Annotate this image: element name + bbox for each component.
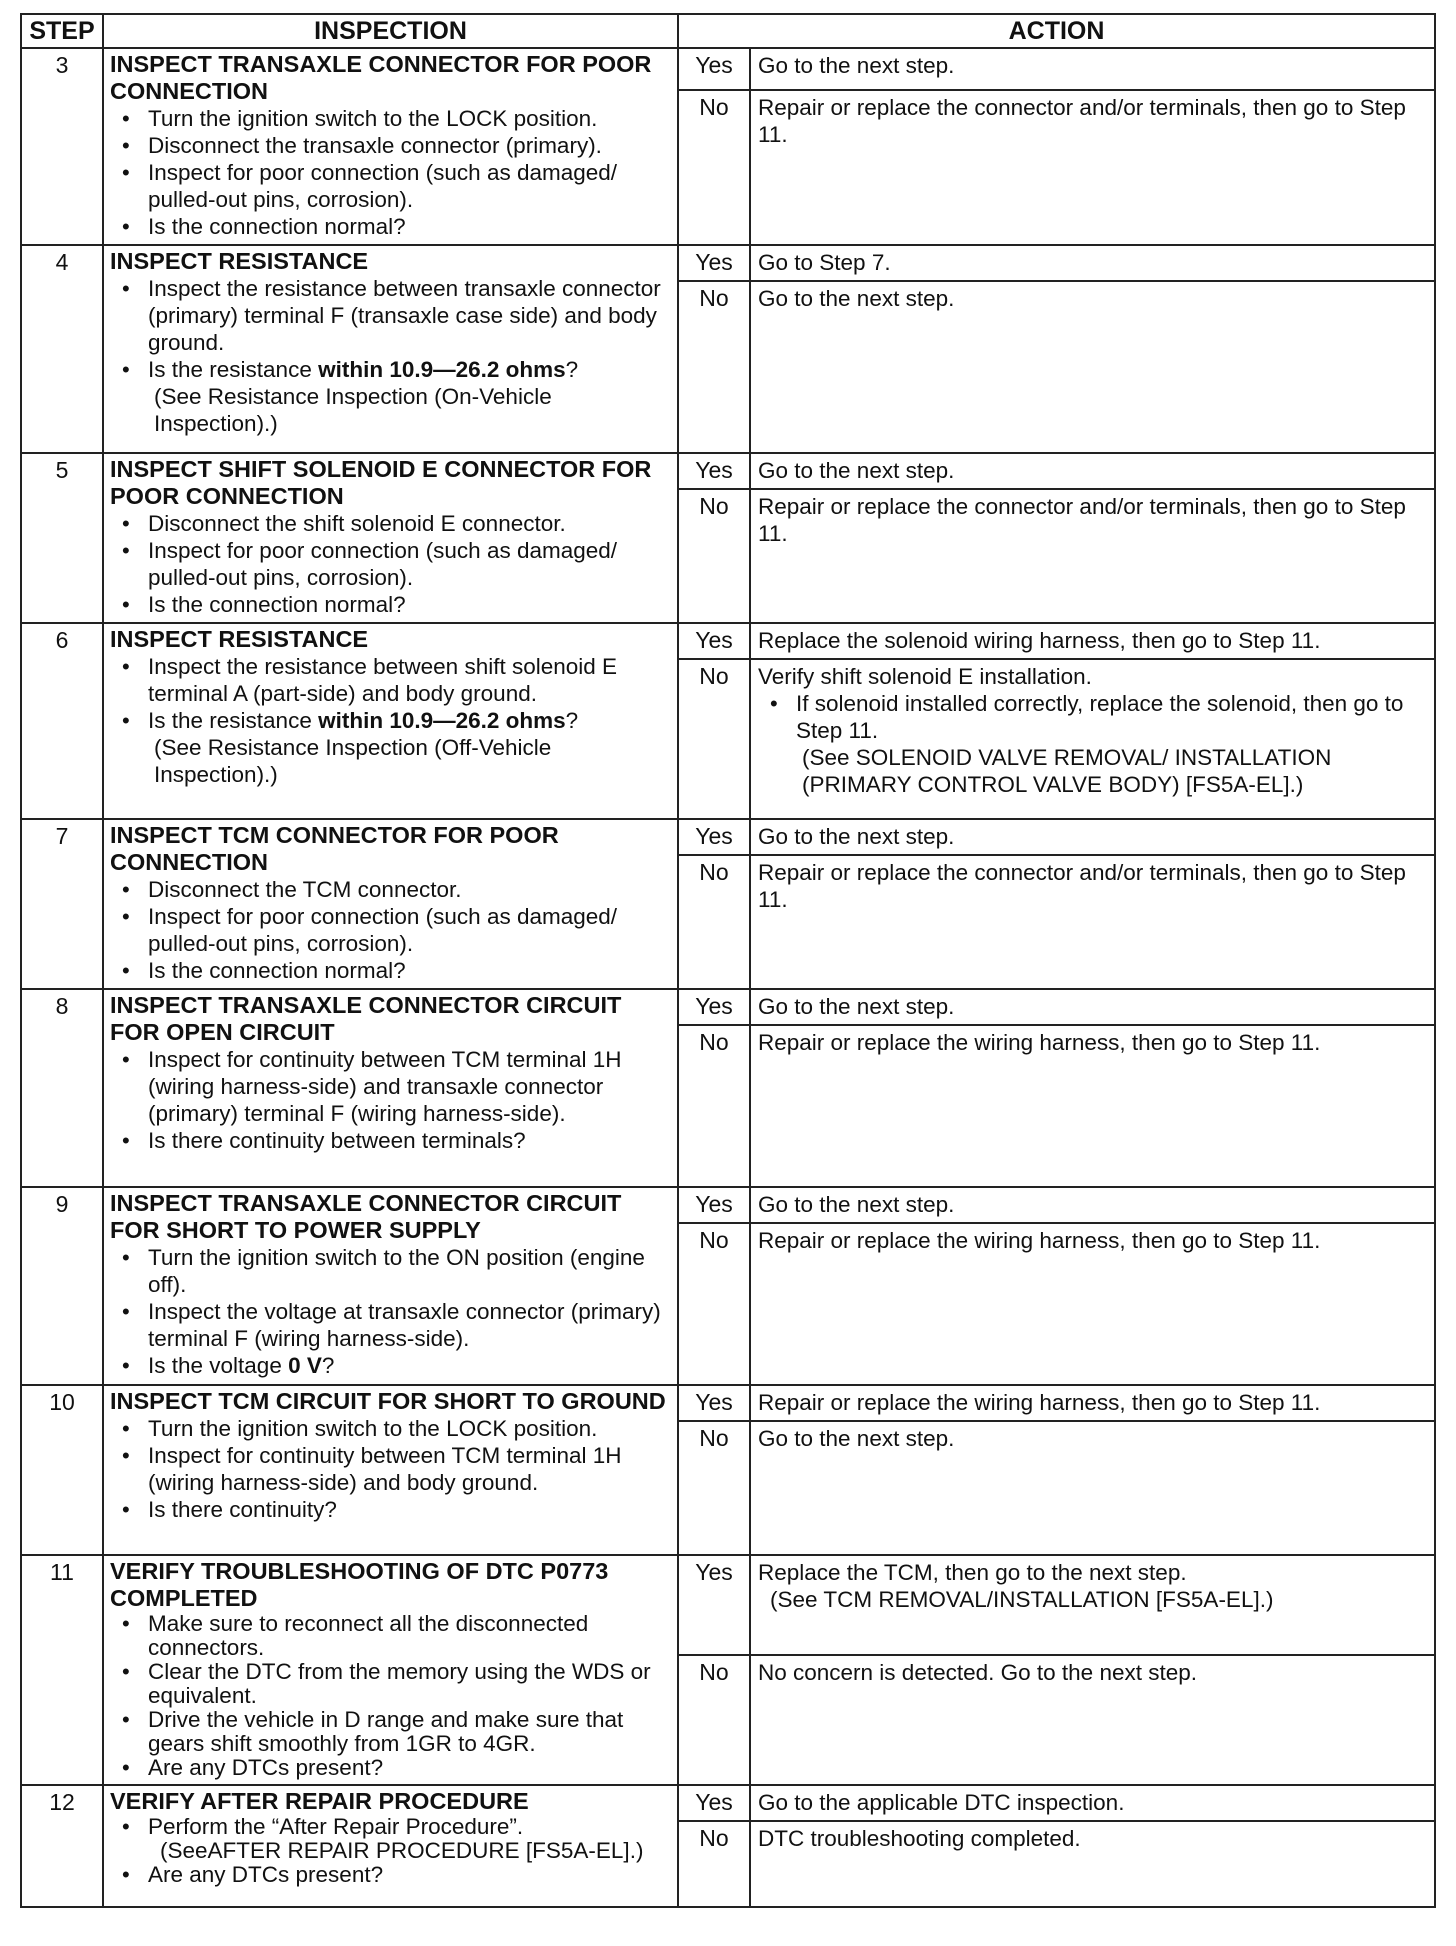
inspection-bullets bbox=[110, 1046, 671, 1154]
step-number: 7 bbox=[21, 819, 103, 989]
yes-action: Repair or replace the wiring harness, then go to Step 11. bbox=[750, 1385, 1435, 1421]
spec-value: within 10.9—26.2 ohms bbox=[318, 708, 566, 733]
no-label: No bbox=[678, 281, 750, 453]
spec-value: within 10.9—26.2 ohms bbox=[318, 357, 566, 382]
no-label: No bbox=[678, 1223, 750, 1385]
action-header: ACTION bbox=[678, 14, 1435, 48]
list-item bbox=[796, 690, 1427, 798]
list-item: • Inspect the resistance between transaxle connector (primary) terminal F (transaxle case side) and body ground. bbox=[148, 275, 671, 356]
reference-note: (SeeAFTER REPAIR PROCEDURE [FS5A-EL].) bbox=[160, 1838, 644, 1863]
no-action: Repair or replace the wiring harness, then go to Step 11. bbox=[750, 1223, 1435, 1385]
inspection-bullets bbox=[110, 105, 671, 240]
action-bullet-text: If solenoid installed correctly, replace the solenoid, then go to Step 11. bbox=[796, 691, 1404, 743]
inspection-title: INSPECT TRANSAXLE CONNECTOR FOR POOR CONNECTION bbox=[110, 51, 652, 104]
list-item: • Turn the ignition switch to the ON position (engine off). bbox=[148, 1244, 671, 1298]
list-item bbox=[148, 707, 671, 788]
no-action: Go to the next step. bbox=[750, 281, 1435, 453]
inspection-title: INSPECT RESISTANCE bbox=[110, 626, 369, 652]
inspection-cell bbox=[103, 245, 678, 453]
no-action: Repair or replace the connector and/or terminals, then go to Step 11. bbox=[750, 489, 1435, 623]
yes-label: Yes bbox=[678, 1555, 750, 1655]
yes-action: Go to Step 7. bbox=[750, 245, 1435, 281]
inspection-bullets bbox=[110, 275, 671, 437]
list-item: • Make sure to reconnect all the disconnected connectors. bbox=[148, 1612, 671, 1660]
inspection-cell bbox=[103, 1187, 678, 1385]
list-item: • Disconnect the TCM connector. bbox=[148, 876, 671, 903]
yes-label: Yes bbox=[678, 1385, 750, 1421]
list-item: • Is there continuity? bbox=[148, 1496, 671, 1523]
inspection-bullets bbox=[110, 1244, 671, 1379]
yes-action: Go to the next step. bbox=[750, 1187, 1435, 1223]
question-mark: ? bbox=[565, 357, 579, 382]
step-row bbox=[21, 245, 1435, 281]
inspection-cell bbox=[103, 1785, 678, 1907]
bullet-text: Perform the “After Repair Procedure”. bbox=[148, 1814, 524, 1839]
inspection-cell bbox=[103, 48, 678, 245]
yes-action: Go to the next step. bbox=[750, 453, 1435, 489]
inspection-cell bbox=[103, 1555, 678, 1785]
no-action-cell bbox=[750, 659, 1435, 819]
reference-note: (See Resistance Inspection (On-Vehicle Inspection).) bbox=[154, 384, 552, 436]
header-row bbox=[21, 14, 1435, 48]
inspection-title: INSPECT TCM CONNECTOR FOR POOR CONNECTION bbox=[110, 822, 559, 875]
yes-action: Go to the applicable DTC inspection. bbox=[750, 1785, 1435, 1821]
yes-label: Yes bbox=[678, 245, 750, 281]
yes-label: Yes bbox=[678, 989, 750, 1025]
list-item: • Turn the ignition switch to the LOCK position. bbox=[148, 105, 671, 132]
list-item: • Clear the DTC from the memory using the WDS or equivalent. bbox=[148, 1660, 671, 1708]
step-row bbox=[21, 1385, 1435, 1421]
question-text: Is the resistance bbox=[148, 357, 319, 382]
list-item: • Inspect for continuity between TCM terminal 1H (wiring harness-side) and body ground. bbox=[148, 1442, 671, 1496]
inspection-header: INSPECTION bbox=[103, 14, 678, 48]
inspection-title: INSPECT TRANSAXLE CONNECTOR CIRCUIT FOR SHORT TO POWER SUPPLY bbox=[110, 1190, 622, 1243]
yes-label: Yes bbox=[678, 453, 750, 489]
step-number: 8 bbox=[21, 989, 103, 1187]
step-row bbox=[21, 48, 1435, 90]
question-mark: ? bbox=[565, 708, 579, 733]
no-action: Repair or replace the wiring harness, then go to Step 11. bbox=[750, 1025, 1435, 1187]
inspection-title: INSPECT SHIFT SOLENOID E CONNECTOR FOR POOR CONNECTION bbox=[110, 456, 652, 509]
question-text: Is the voltage bbox=[148, 1353, 289, 1378]
spec-value: 0 V bbox=[288, 1353, 322, 1378]
list-item: • Are any DTCs present? bbox=[148, 1863, 671, 1887]
list-item: • Is the connection normal? bbox=[148, 957, 671, 984]
step-number: 12 bbox=[21, 1785, 103, 1907]
list-item bbox=[148, 1815, 671, 1863]
reference-note: (See TCM REMOVAL/INSTALLATION [FS5A-EL].) bbox=[770, 1587, 1274, 1612]
step-header: STEP bbox=[21, 14, 103, 48]
step-row bbox=[21, 623, 1435, 659]
yes-action: Go to the next step. bbox=[750, 819, 1435, 855]
yes-label: Yes bbox=[678, 623, 750, 659]
list-item: • Inspect for continuity between TCM terminal 1H (wiring harness-side) and transaxle connector (primary) terminal F (wiring harness-side). bbox=[148, 1046, 671, 1127]
list-item: • Inspect for poor connection (such as damaged/ pulled-out pins, corrosion). bbox=[148, 903, 671, 957]
inspection-bullets bbox=[110, 1612, 671, 1780]
question-text: Is the resistance bbox=[148, 708, 319, 733]
inspection-title: INSPECT TRANSAXLE CONNECTOR CIRCUIT FOR OPEN CIRCUIT bbox=[110, 992, 622, 1045]
no-label: No bbox=[678, 855, 750, 989]
inspection-cell bbox=[103, 819, 678, 989]
inspection-bullets bbox=[110, 1815, 671, 1887]
no-label: No bbox=[678, 1821, 750, 1907]
step-number: 4 bbox=[21, 245, 103, 453]
inspection-cell bbox=[103, 989, 678, 1187]
no-label: No bbox=[678, 489, 750, 623]
inspection-bullets bbox=[110, 1415, 671, 1523]
step-row bbox=[21, 819, 1435, 855]
yes-action: Go to the next step. bbox=[750, 989, 1435, 1025]
yes-action: Replace the solenoid wiring harness, then go to Step 11. bbox=[750, 623, 1435, 659]
reference-note: (See SOLENOID VALVE REMOVAL/ INSTALLATION (PRIMARY CONTROL VALVE BODY) [FS5A-EL].) bbox=[802, 745, 1332, 797]
no-action: Verify shift solenoid E installation. bbox=[758, 664, 1092, 689]
step-number: 3 bbox=[21, 48, 103, 245]
list-item: • Inspect for poor connection (such as damaged/ pulled-out pins, corrosion). bbox=[148, 159, 671, 213]
action-bullets bbox=[758, 690, 1427, 798]
troubleshooting-table bbox=[20, 13, 1436, 1908]
inspection-bullets bbox=[110, 876, 671, 984]
list-item: • Is the connection normal? bbox=[148, 213, 671, 240]
list-item: • Inspect for poor connection (such as damaged/ pulled-out pins, corrosion). bbox=[148, 537, 671, 591]
no-action: No concern is detected. Go to the next step. bbox=[750, 1655, 1435, 1785]
step-row bbox=[21, 1555, 1435, 1655]
list-item: • Turn the ignition switch to the LOCK position. bbox=[148, 1415, 671, 1442]
list-item: • Inspect the resistance between shift solenoid E terminal A (part-side) and body ground. bbox=[148, 653, 671, 707]
inspection-cell bbox=[103, 623, 678, 819]
list-item: • Are any DTCs present? bbox=[148, 1756, 671, 1780]
no-label: No bbox=[678, 90, 750, 245]
step-row bbox=[21, 453, 1435, 489]
reference-note: (See Resistance Inspection (Off-Vehicle Inspection).) bbox=[154, 735, 552, 787]
list-item: • Disconnect the transaxle connector (primary). bbox=[148, 132, 671, 159]
question-mark: ? bbox=[321, 1353, 335, 1378]
list-item bbox=[148, 1352, 671, 1379]
step-number: 11 bbox=[21, 1555, 103, 1785]
list-item: • Disconnect the shift solenoid E connector. bbox=[148, 510, 671, 537]
yes-label: Yes bbox=[678, 48, 750, 90]
step-row bbox=[21, 989, 1435, 1025]
inspection-bullets bbox=[110, 510, 671, 618]
no-label: No bbox=[678, 1655, 750, 1785]
inspection-title: VERIFY TROUBLESHOOTING OF DTC P0773 COMPLETED bbox=[110, 1558, 609, 1611]
no-action: Repair or replace the connector and/or terminals, then go to Step 11. bbox=[750, 90, 1435, 245]
yes-label: Yes bbox=[678, 1785, 750, 1821]
step-number: 5 bbox=[21, 453, 103, 623]
step-number: 9 bbox=[21, 1187, 103, 1385]
inspection-bullets bbox=[110, 653, 671, 788]
no-action: Go to the next step. bbox=[750, 1421, 1435, 1555]
step-number: 10 bbox=[21, 1385, 103, 1555]
step-number: 6 bbox=[21, 623, 103, 819]
list-item: • Is the connection normal? bbox=[148, 591, 671, 618]
step-row bbox=[21, 1785, 1435, 1821]
inspection-title: INSPECT RESISTANCE bbox=[110, 248, 369, 274]
no-action: Repair or replace the connector and/or terminals, then go to Step 11. bbox=[750, 855, 1435, 989]
troubleshooting-sheet bbox=[20, 13, 1434, 1908]
yes-action: Replace the TCM, then go to the next step. bbox=[758, 1560, 1187, 1585]
yes-action: Go to the next step. bbox=[750, 48, 1435, 90]
yes-action-cell bbox=[750, 1555, 1435, 1655]
list-item: • Is there continuity between terminals? bbox=[148, 1127, 671, 1154]
list-item: • Inspect the voltage at transaxle connector (primary) terminal F (wiring harness-side). bbox=[148, 1298, 671, 1352]
inspection-cell bbox=[103, 453, 678, 623]
yes-label: Yes bbox=[678, 1187, 750, 1223]
yes-label: Yes bbox=[678, 819, 750, 855]
no-action: DTC troubleshooting completed. bbox=[750, 1821, 1435, 1907]
no-label: No bbox=[678, 1025, 750, 1187]
inspection-title: INSPECT TCM CIRCUIT FOR SHORT TO GROUND bbox=[110, 1388, 666, 1414]
list-item bbox=[148, 356, 671, 437]
step-row bbox=[21, 1187, 1435, 1223]
no-label: No bbox=[678, 659, 750, 819]
no-label: No bbox=[678, 1421, 750, 1555]
inspection-cell bbox=[103, 1385, 678, 1555]
list-item: • Drive the vehicle in D range and make sure that gears shift smoothly from 1GR to 4GR. bbox=[148, 1708, 671, 1756]
inspection-title: VERIFY AFTER REPAIR PROCEDURE bbox=[110, 1788, 529, 1814]
